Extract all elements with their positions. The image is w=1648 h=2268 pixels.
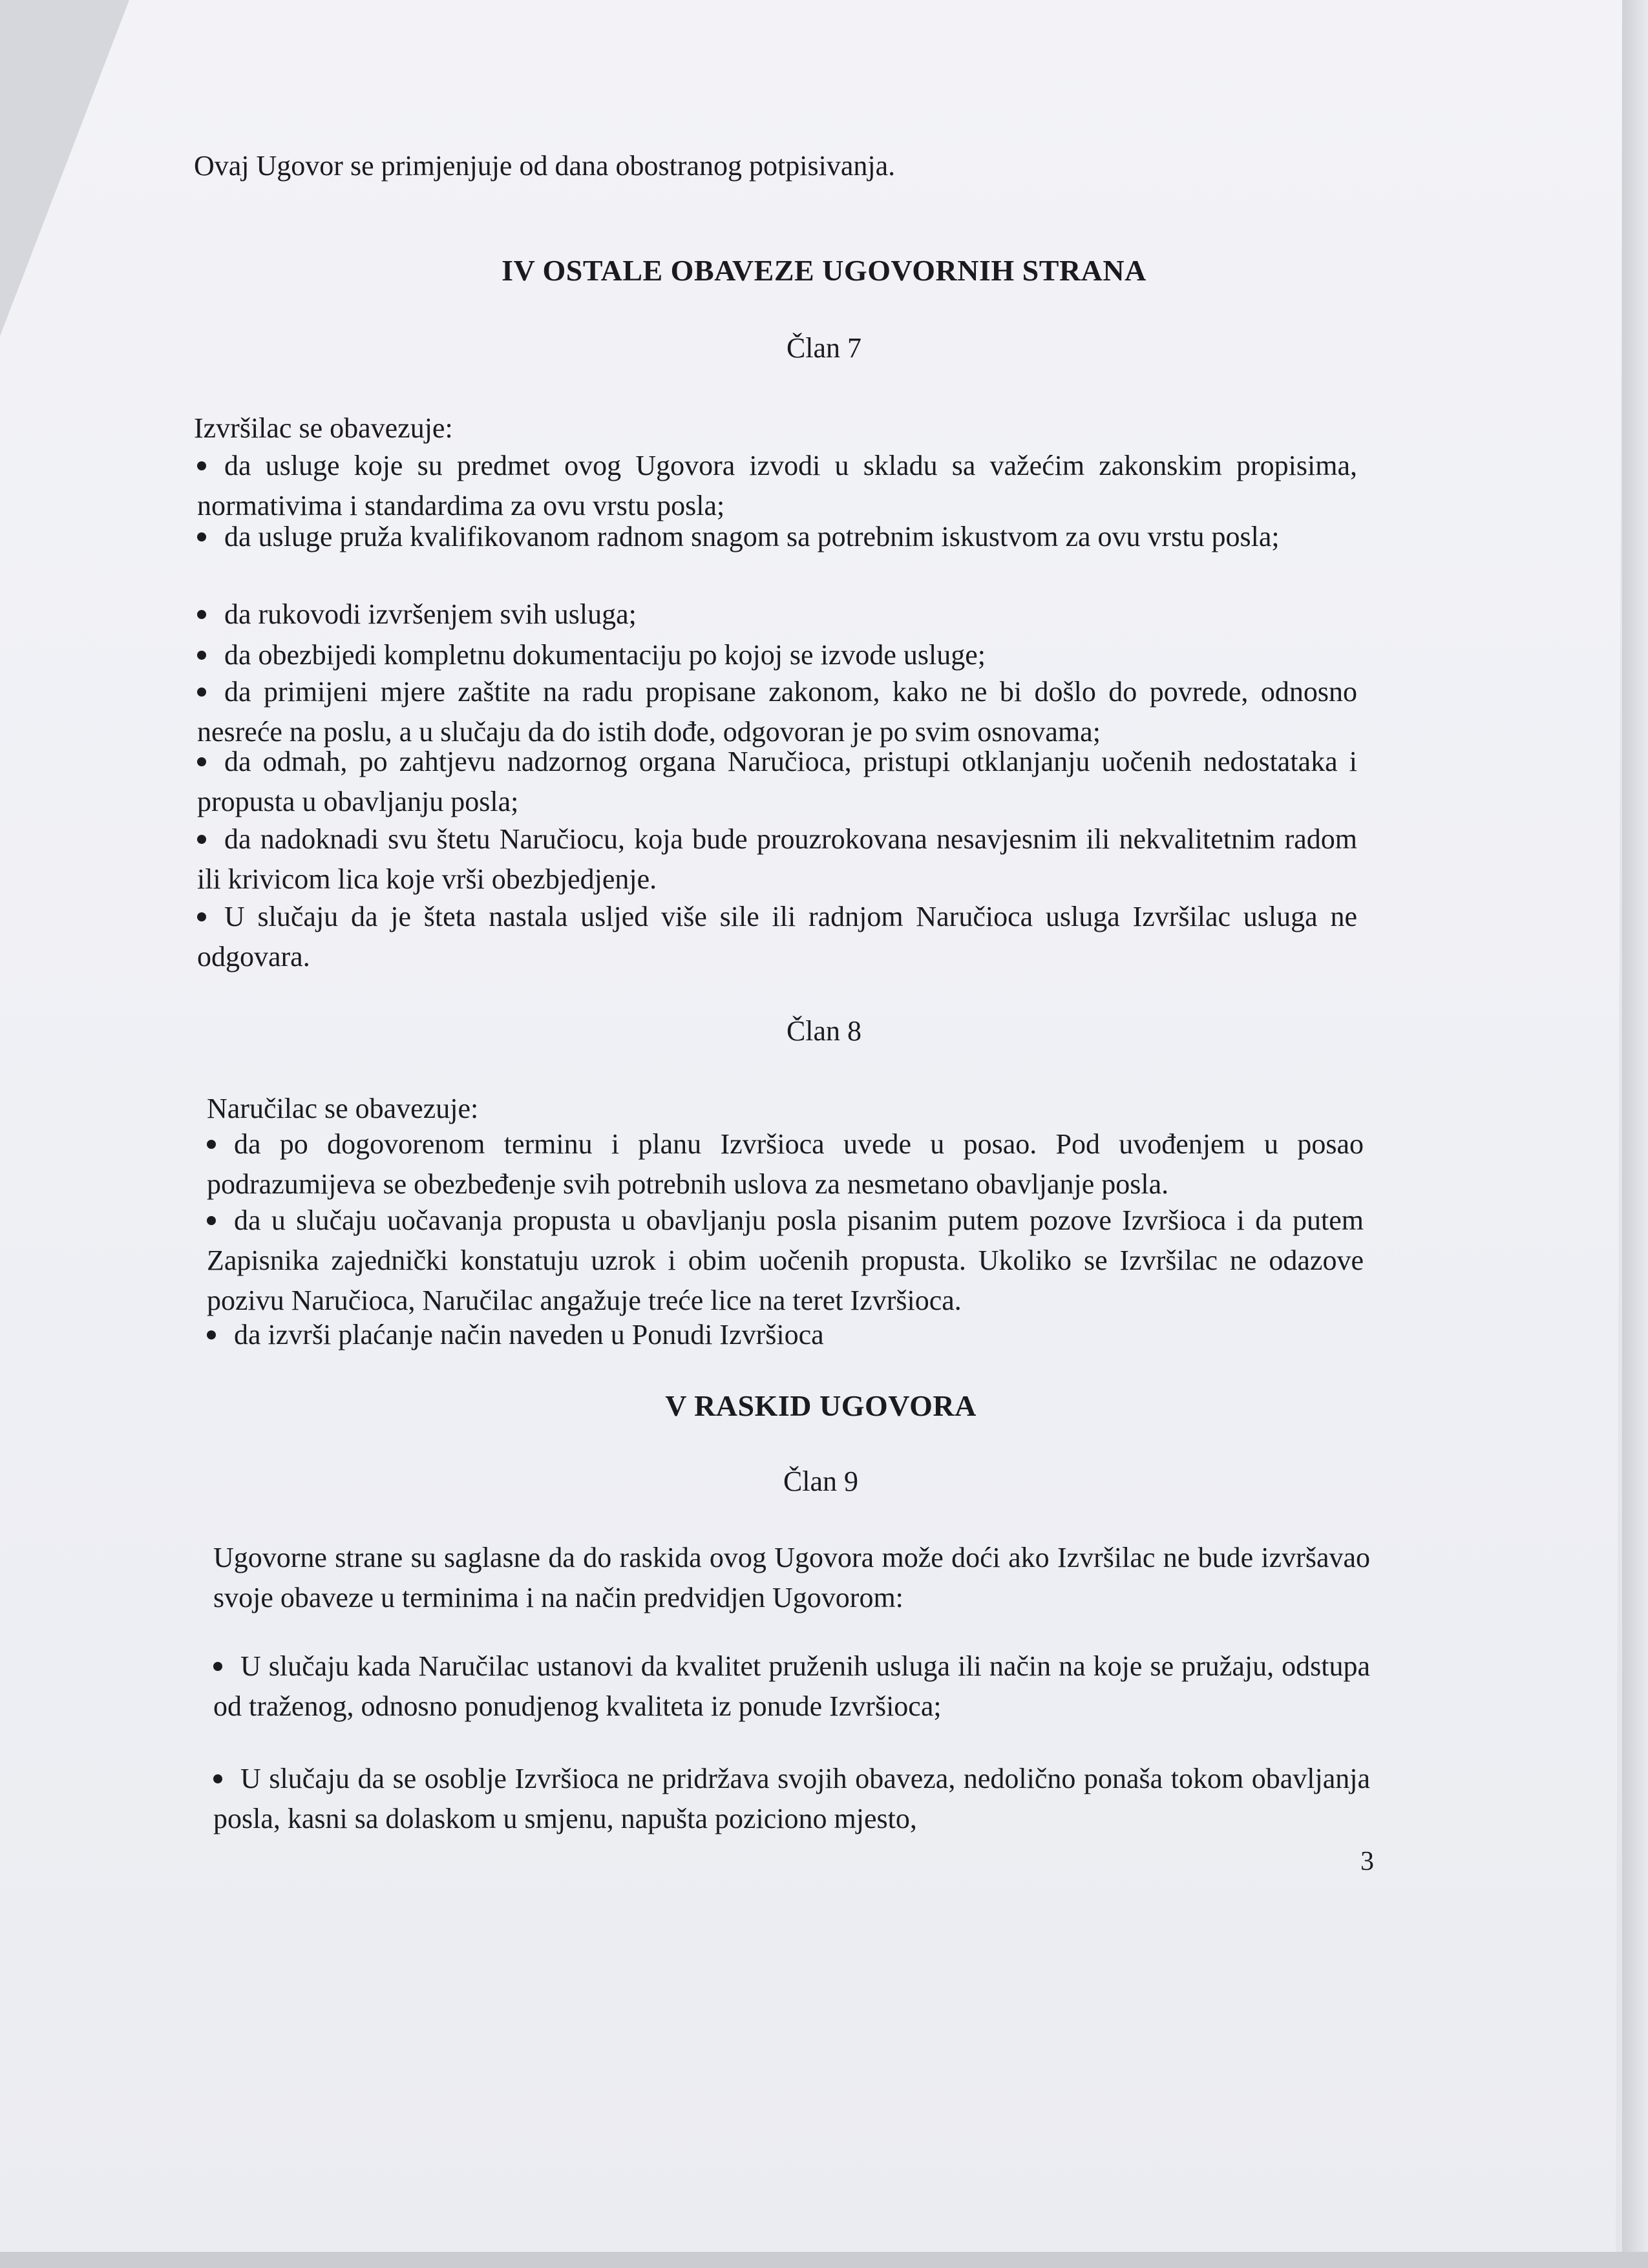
intro-sentence: Ovaj Ugovor se primjenjuje od dana obostranog potpisivanja.: [194, 150, 896, 182]
section-iv-heading: IV OSTALE OBAVEZE UGOVORNIH STRANA: [502, 254, 1146, 287]
article-8-lead: Naručilac se obavezuje:: [207, 1093, 479, 1124]
list-item: [207, 1124, 1364, 1204]
article-9-title: Član 9: [783, 1465, 859, 1497]
list-item: [197, 446, 1357, 526]
list-item: [213, 1759, 1370, 1839]
article-7-lead: Izvršilac se obavezuje:: [194, 412, 453, 444]
bullet-icon: [197, 688, 206, 697]
list-item: [197, 742, 1357, 822]
list-item: [197, 819, 1357, 899]
bullet-icon: [197, 651, 206, 660]
bullet-icon: [197, 757, 206, 766]
list-item-text: da u slučaju uočavanja propusta u obavljanju posla pisanim putem pozove Izvršioca i da putem Zapisnika zajednički konstatuju uzrok i obim uočenih propusta. Ukoliko se Izvršilac ne odazove pozivu Naručioca, Naručilac angažuje treće lice na teret Izvršioca.: [207, 1204, 1364, 1316]
list-item-text: da nadoknadi svu štetu Naručiocu, koja bude prouzrokovana nesavjesnim ili nekvalitetnim radom ili krivicom lica koje vrši obezbjedjenje.: [197, 823, 1357, 895]
bullet-icon: [207, 1216, 216, 1225]
article-8-title: Član 8: [786, 1015, 862, 1047]
list-item: [197, 672, 1357, 752]
list-item: [207, 1315, 1364, 1355]
bullet-icon: [197, 912, 206, 921]
bullet-icon: [213, 1774, 222, 1783]
article-9-lead: Ugovorne strane su saglasne da do raskida ovog Ugovora može doći ako Izvršilac ne bude izvršavao svoje obaveze u terminima i na način predvidjen Ugovorom:: [213, 1542, 1370, 1613]
list-item: [207, 1201, 1364, 1321]
bullet-icon: [213, 1662, 222, 1671]
article-7-title: Član 7: [786, 332, 862, 364]
bullet-icon: [197, 461, 206, 470]
list-item-text: da primijeni mjere zaštite na radu propisane zakonom, kako ne bi došlo do povrede, odnosno nesreće na poslu, a u slučaju da do istih dođe, odgovoran je po svim osnovama;: [197, 676, 1357, 748]
list-item-text: U slučaju da je šteta nastala usljed više sile ili radnjom Naručioca usluga Izvršilac usluga ne odgovara.: [197, 901, 1357, 972]
page-number: 3: [1360, 1847, 1374, 1876]
list-item-text: U slučaju kada Naručilac ustanovi da kvalitet pruženih usluga ili način na koje se pružaju, odstupa od traženog, odnosno ponudjenog kvaliteta iz ponude Izvršioca;: [213, 1650, 1370, 1722]
list-item-text: da odmah, po zahtjevu nadzornog organa Naručioca, pristupi otklanjanju uočenih nedostataka i propusta u obavljanju posla;: [197, 746, 1357, 817]
list-item-text: da obezbijedi kompletnu dokumentaciju po kojoj se izvode usluge;: [224, 639, 986, 671]
list-item: [197, 635, 1357, 675]
list-item-text: da usluge pruža kvalifikovanom radnom snagom sa potrebnim iskustvom za ovu vrstu posla;: [224, 521, 1280, 552]
list-item: [197, 897, 1357, 977]
bullet-icon: [207, 1140, 216, 1149]
bullet-icon: [207, 1330, 216, 1339]
list-item-text: da po dogovorenom terminu i planu Izvršioca uvede u posao. Pod uvođenjem u posao podrazumijeva se obezbeđenje svih potrebnih uslova za nesmetano obavljanje posla.: [207, 1128, 1364, 1200]
list-item-text: da usluge koje su predmet ovog Ugovora izvodi u skladu sa važećim zakonskim propisima, normativima i standardima za ovu vrstu posla;: [197, 450, 1357, 521]
list-item: [197, 517, 1357, 557]
bullet-icon: [197, 532, 206, 541]
list-item: [197, 594, 1357, 635]
section-v-heading: V RASKID UGOVORA: [665, 1389, 977, 1422]
list-item-text: da izvrši plaćanje način naveden u Ponudi Izvršioca: [234, 1319, 824, 1350]
list-item-text: da rukovodi izvršenjem svih usluga;: [224, 598, 637, 630]
bullet-icon: [197, 835, 206, 844]
list-item: [213, 1646, 1370, 1727]
list-item-text: U slučaju da se osoblje Izvršioca ne pridržava svojih obaveza, nedolično ponaša tokom obavljanja posla, kasni sa dolaskom u smjenu, napušta poziciono mjesto,: [213, 1763, 1370, 1834]
bullet-icon: [197, 610, 206, 619]
